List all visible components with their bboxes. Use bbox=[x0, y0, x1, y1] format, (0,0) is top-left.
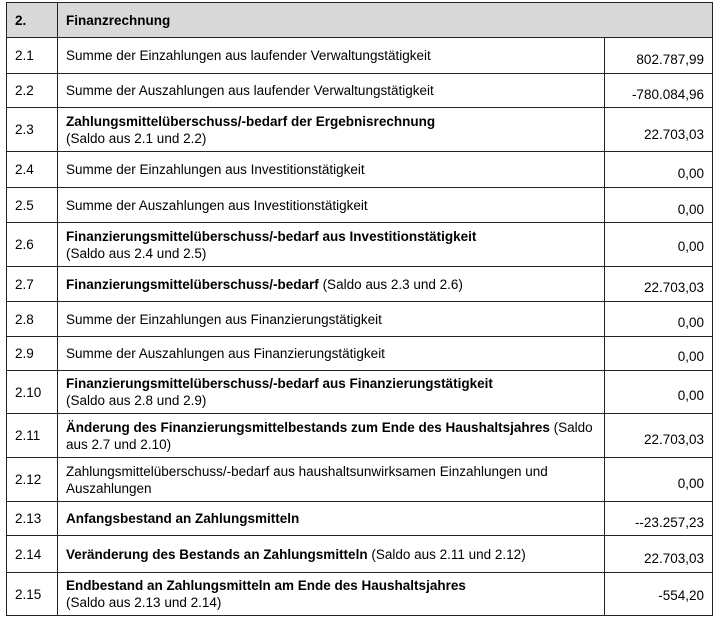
row-label bbox=[58, 152, 605, 188]
row-label bbox=[58, 371, 605, 414]
row-bold-text: Finanzierungsmittelüberschuss/-bedarf bbox=[66, 276, 319, 292]
row-label bbox=[58, 337, 605, 371]
row-text: Summe der Einzahlungen aus Investitionstätigkeit bbox=[66, 162, 365, 177]
row-number: 2.12 bbox=[7, 458, 58, 502]
row-label bbox=[58, 74, 605, 108]
row-bold-text: Finanzierungsmittelüberschuss/-bedarf aus Finanzierungstätigkeit bbox=[66, 376, 493, 391]
row-value: 0,00 bbox=[605, 302, 713, 337]
row-label bbox=[58, 108, 605, 152]
table-header-row bbox=[7, 3, 713, 38]
table-row bbox=[7, 337, 713, 371]
row-number: 2.4 bbox=[7, 152, 58, 188]
table-row bbox=[7, 302, 713, 337]
row-value: -780.084,96 bbox=[605, 74, 713, 108]
row-text: (Saldo aus 2.13 und 2.14) bbox=[66, 595, 222, 610]
row-number: 2.10 bbox=[7, 371, 58, 414]
table-row bbox=[7, 267, 713, 302]
row-value: 0,00 bbox=[605, 188, 713, 223]
row-bold-text: Änderung des Finanzierungsmittelbestands zum Ende des Haushaltsjahres bbox=[66, 419, 550, 435]
table-row bbox=[7, 152, 713, 188]
row-number: 2.5 bbox=[7, 188, 58, 223]
row-number: 2.6 bbox=[7, 223, 58, 267]
table-row bbox=[7, 573, 713, 616]
table-row bbox=[7, 502, 713, 536]
table-row bbox=[7, 371, 713, 414]
row-bold-text: Veränderung des Bestands an Zahlungsmitteln bbox=[66, 546, 368, 562]
row-bold-text: Finanzierungsmittelüberschuss/-bedarf aus Investitionstätigkeit bbox=[66, 228, 477, 244]
row-label bbox=[58, 302, 605, 337]
row-value: 22.703,03 bbox=[605, 414, 713, 458]
section-title: Finanzrechnung bbox=[58, 3, 713, 38]
row-number: 2.8 bbox=[7, 302, 58, 337]
row-label bbox=[58, 414, 605, 458]
row-text: Summe der Auszahlungen aus laufender Verwaltungstätigkeit bbox=[66, 83, 434, 98]
row-value: -554,20 bbox=[605, 573, 713, 616]
row-label bbox=[58, 536, 605, 573]
row-value: 0,00 bbox=[605, 371, 713, 414]
table-row bbox=[7, 38, 713, 74]
row-label bbox=[58, 458, 605, 502]
table-row bbox=[7, 536, 713, 573]
table-row bbox=[7, 74, 713, 108]
row-label bbox=[58, 502, 605, 536]
row-label bbox=[58, 573, 605, 616]
section-number: 2. bbox=[7, 3, 58, 38]
row-text: (Saldo aus 2.3 und 2.6) bbox=[322, 276, 463, 292]
table-row bbox=[7, 414, 713, 458]
table-row bbox=[7, 458, 713, 502]
finanzrechnung-table bbox=[6, 2, 713, 616]
row-value: --23.257,23 bbox=[605, 502, 713, 536]
row-text: (Saldo aus 2.1 und 2.2) bbox=[66, 130, 207, 146]
table-row bbox=[7, 108, 713, 152]
row-label bbox=[58, 267, 605, 302]
table-row bbox=[7, 223, 713, 267]
row-value: 0,00 bbox=[605, 458, 713, 502]
row-value: 22.703,03 bbox=[605, 536, 713, 573]
row-text: (Saldo aus 2.7 und 2.10) bbox=[66, 419, 593, 452]
row-number: 2.14 bbox=[7, 536, 58, 573]
row-number: 2.15 bbox=[7, 573, 58, 616]
row-value: 22.703,03 bbox=[605, 267, 713, 302]
row-number: 2.1 bbox=[7, 38, 58, 74]
row-bold-text: Endbestand an Zahlungsmitteln am Ende des Haushaltsjahres bbox=[66, 578, 466, 593]
row-label bbox=[58, 223, 605, 267]
row-bold-text: Anfangsbestand an Zahlungsmitteln bbox=[66, 511, 300, 526]
row-bold-text: Zahlungsmittelüberschuss/-bedarf der Ergebnisrechnung bbox=[66, 113, 436, 129]
row-value: 0,00 bbox=[605, 152, 713, 188]
row-text: Summe der Auszahlungen aus Finanzierungstätigkeit bbox=[66, 346, 385, 361]
row-number: 2.13 bbox=[7, 502, 58, 536]
row-text: (Saldo aus 2.8 und 2.9) bbox=[66, 393, 207, 408]
row-text: Summe der Einzahlungen aus laufender Verwaltungstätigkeit bbox=[66, 48, 431, 63]
row-number: 2.7 bbox=[7, 267, 58, 302]
row-text: Summe der Einzahlungen aus Finanzierungstätigkeit bbox=[66, 311, 382, 327]
row-value: 802.787,99 bbox=[605, 38, 713, 74]
row-text: Zahlungsmittelüberschuss/-bedarf aus haushaltsunwirksamen Einzahlungen und Auszahlungen bbox=[66, 463, 548, 496]
row-value: 0,00 bbox=[605, 337, 713, 371]
row-text: Summe der Auszahlungen aus Investitionstätigkeit bbox=[66, 197, 368, 213]
table-row bbox=[7, 188, 713, 223]
row-label bbox=[58, 188, 605, 223]
row-number: 2.2 bbox=[7, 74, 58, 108]
row-value: 0,00 bbox=[605, 223, 713, 267]
row-text: (Saldo aus 2.11 und 2.12) bbox=[371, 546, 526, 562]
row-label bbox=[58, 38, 605, 74]
row-number: 2.9 bbox=[7, 337, 58, 371]
row-value: 22.703,03 bbox=[605, 108, 713, 152]
row-number: 2.11 bbox=[7, 414, 58, 458]
row-number: 2.3 bbox=[7, 108, 58, 152]
row-text: (Saldo aus 2.4 und 2.5) bbox=[66, 245, 207, 261]
